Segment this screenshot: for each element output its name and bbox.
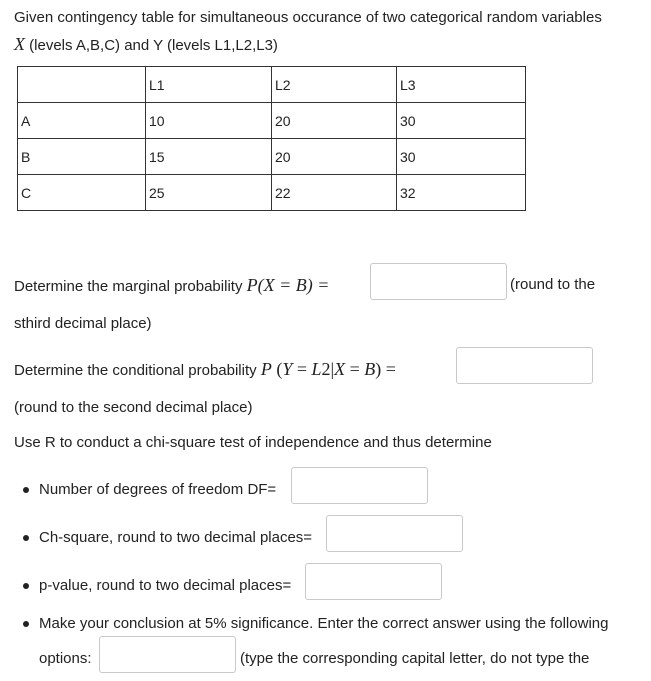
table-row [18, 103, 526, 139]
intro-line-2 [14, 34, 278, 55]
marginal-probability-input[interactable] [370, 263, 507, 300]
row-label: B [18, 139, 146, 175]
conclusion-text: Make your conclusion at 5% significance. Enter the correct answer using the following [39, 615, 609, 632]
variable-x: X [14, 34, 25, 54]
q1-math-expression: (X = B) = [257, 275, 330, 295]
q1-suffix: (round to the [510, 276, 596, 293]
intro-line-1: Given contingency table for simultaneous occurance of two categorical random variables [14, 9, 602, 26]
q1-text: Determine the marginal probability [14, 278, 243, 295]
table-cell: 30 [397, 103, 526, 139]
row-label: C [18, 175, 146, 211]
chi-square-input[interactable] [326, 515, 463, 552]
options-label: options: [39, 650, 92, 667]
table-cell: 22 [272, 175, 397, 211]
q2-math-open: ( [271, 359, 283, 379]
r-intro-text: Use R to conduct a chi-square test of independence and thus determine [14, 434, 492, 451]
q2-math-b: B [364, 359, 376, 379]
bullet-icon [23, 487, 29, 493]
table-header-cell: L3 [397, 67, 526, 103]
p-value-label: p-value, round to two decimal places= [39, 577, 292, 594]
contingency-table [17, 66, 526, 211]
q2-math-p: P [260, 359, 272, 379]
table-cell: 15 [146, 139, 272, 175]
q1-continuation: sthird decimal place) [14, 315, 152, 332]
table-row [18, 175, 526, 211]
conditional-probability-input[interactable] [456, 347, 593, 384]
p-value-input[interactable] [305, 563, 442, 600]
q2-math-eq1: = [292, 359, 312, 379]
table-row [18, 139, 526, 175]
q2-continuation: (round to the second decimal place) [14, 399, 253, 416]
table-header-cell [18, 67, 146, 103]
q1-prompt [14, 275, 329, 296]
q2-text: Determine the conditional probability [14, 362, 257, 379]
q2-prompt [14, 359, 396, 380]
conclusion-answer-input[interactable] [99, 636, 236, 673]
q2-math-x: X [334, 359, 346, 379]
q2-math-y: Y [282, 359, 293, 379]
bullet-icon [23, 583, 29, 589]
intro-line-2-rest: (levels A,B,C) and Y (levels L1,L2,L3) [25, 37, 278, 54]
options-suffix: (type the corresponding capital letter, do not type the [240, 650, 590, 667]
table-cell: 10 [146, 103, 272, 139]
degrees-of-freedom-input[interactable] [291, 467, 428, 504]
q2-math-eq2: = [345, 359, 365, 379]
table-header-cell: L1 [146, 67, 272, 103]
bullet-icon [23, 621, 29, 627]
bullet-icon [23, 535, 29, 541]
q2-math-l: L [311, 359, 322, 379]
df-label: Number of degrees of freedom DF= [39, 481, 277, 498]
table-header-row [18, 67, 526, 103]
table-cell: 32 [397, 175, 526, 211]
table-cell: 30 [397, 139, 526, 175]
chi-square-label: Ch-square, round to two decimal places= [39, 529, 313, 546]
q2-math-close: ) = [375, 359, 396, 379]
q1-math-p: P [246, 275, 258, 295]
table-cell: 20 [272, 103, 397, 139]
row-label: A [18, 103, 146, 139]
table-header-cell: L2 [272, 67, 397, 103]
q2-math-2: 2 [321, 359, 331, 379]
table-cell: 20 [272, 139, 397, 175]
q2-math-expression [261, 359, 396, 379]
q2-math-bar: | [330, 359, 335, 379]
table-cell: 25 [146, 175, 272, 211]
